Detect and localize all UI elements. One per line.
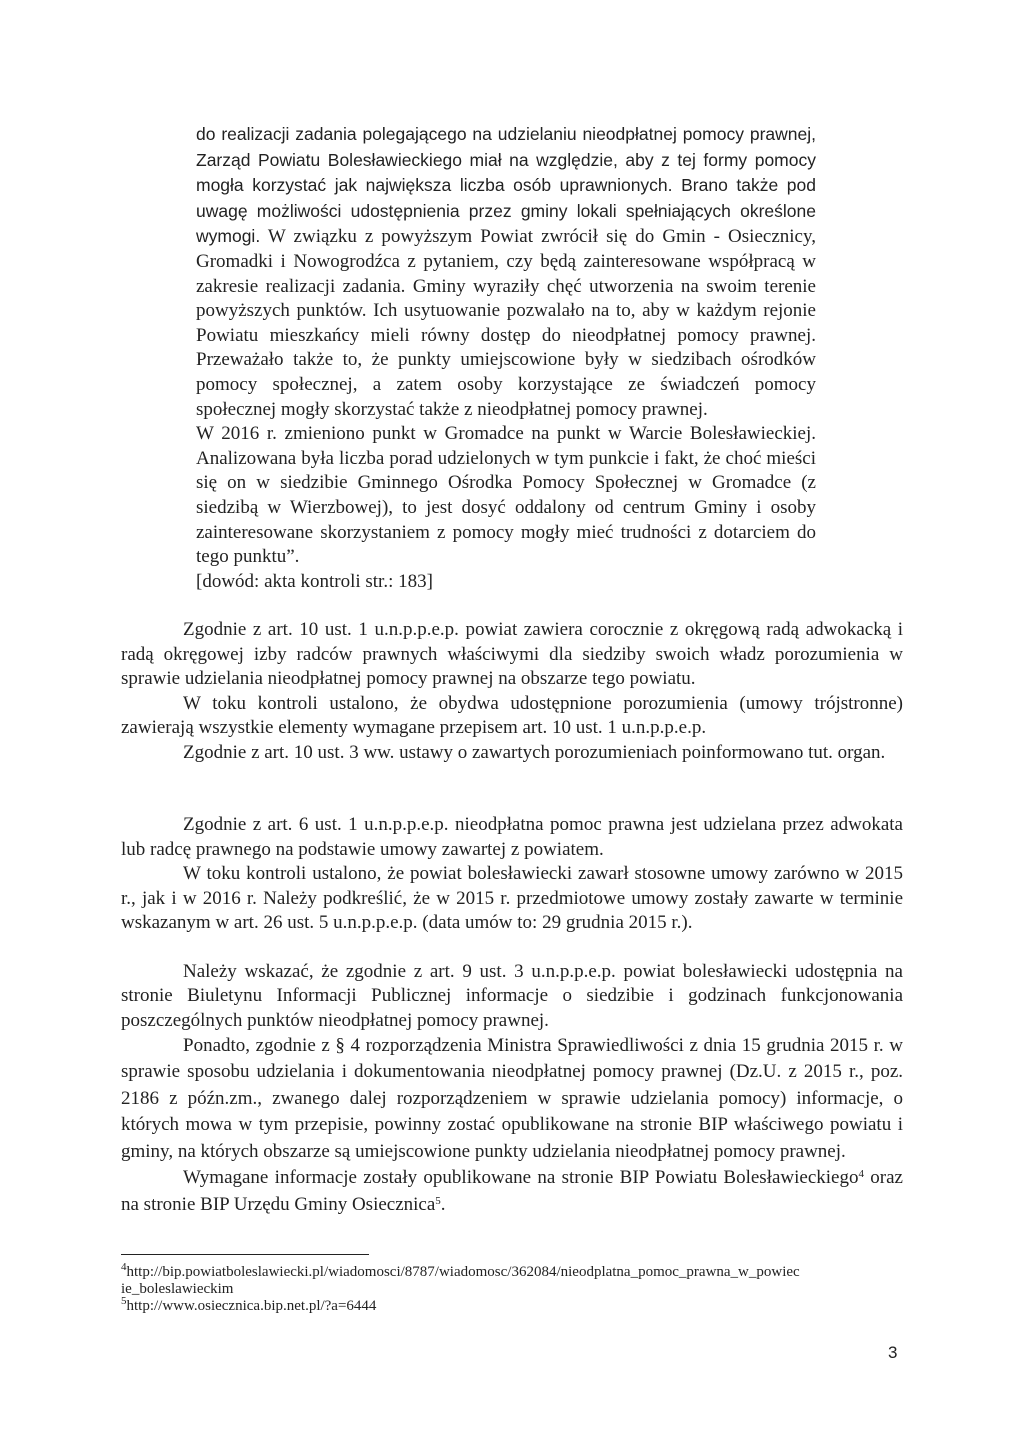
text: oraz na stronie BIP Urzędu Gminy Osiecznica [121,1167,903,1215]
footnote-number: 5 [121,1295,127,1307]
text: . [440,1193,446,1215]
quote-paragraph [196,122,816,422]
paragraph: W toku kontroli ustalono, że powiat bolesławiecki zawarł stosowne umowy zarówno w 2015 r., jak i w 2016 r. Należy podkreślić, że w 2015 r. przedmiotowe umowy zostały zawarte w terminie wskazanym w art. 26 ust. 5 u.n.p.p.e.p. (data umów to: 29 grudnia 2015 r.). [121,863,903,933]
text: Wymagane informacje zostały opublikowane na stronie BIP Powiatu Bolesławieckiego [183,1167,859,1189]
footnote-link[interactable]: http://www.osiecznica.bip.net.pl/?a=6444 [126,1298,377,1314]
footnote-link[interactable]: http://bip.powiatboleslawiecki.pl/wiadomosci/8787/wiadomosc/362084/nieodplatna_pomoc_prawna_w_powiec ie_boleslawieckim [121,1264,800,1297]
footnote [121,1295,911,1315]
quote-text-serif: W związku z powyższym Powiat zwrócił się do Gmin - Osiecznicy, Gromadki i Nowogrodźca z pytaniem, czy będą zainteresowane współpracą w zakresie realizacji zadania. Gminy wyraziły chęć utworzenia na swoim terenie powyższych punktów. Ich usytuowanie pozwalało na to, aby w każdym rejonie Powiatu mieszkańcy mieli równy dostęp do nieodpłatnej pomocy prawnej. Przeważało także to, że punkty umiejscowione były w siedzibach ośrodków pomocy społecznej, a zatem osoby korzystające ze świadczeń pomocy społecznej mogły skorzystać także z nieodpłatnej pomocy prawnej. [196,226,816,420]
paragraph: W toku kontroli ustalono, że obydwa udostępnione porozumienia (umowy trójstronne) zawierają wszystkie elementy wymagane przepisem art. 10 ust. 1 u.n.p.p.e.p. [121,692,903,738]
footnote [121,1261,911,1298]
section-contracts [121,813,903,936]
quote-text-sans: do realizacji zadania polegającego na udzielaniu nieodpłatnej pomocy prawnej, Zarząd Powiatu Bolesławieckiego miał na względzie, aby z tej formy pomocy mogła korzystać jak największa liczba osób uprawnionych. Brano także pod uwagę możliwości udostępnienia przez gminy lokali spełniających określone wymogi. [196,124,816,247]
paragraph: Ponadto, zgodnie z § 4 rozporządzenia Ministra Sprawiedliwości z dnia 15 grudnia 2015 r. w sprawie sposobu udzielania i dokumentowania nieodpłatnej pomocy prawnej (Dz.U. z 2015 r., poz. 2186 z późn.zm., zwanego dalej rozporządzeniem w sprawie udzielania pomocy) informacje, o których mowa w tym przepisie, powinny zostać opublikowane na stronie BIP właściwego powiatu i gminy, na których obszarze są umiejscowione punkty udzielania nieodpłatnej pomocy prawnej. [121,1034,903,1162]
footnote-separator [121,1254,369,1255]
page-number: 3 [888,1343,898,1362]
evidence-reference: [dowód: akta kontroli str.: 183] [196,570,433,592]
paragraph: Zgodnie z art. 10 ust. 3 ww. ustawy o zawartych porozumieniach poinformowano tut. organ. [183,741,886,763]
paragraph: Zgodnie z art. 6 ust. 1 u.n.p.p.e.p. nieodpłatna pomoc prawna jest udzielana przez adwokata lub radcę prawnego na podstawie umowy zawartej z powiatem. [121,814,903,860]
quote-paragraph-2: W 2016 r. zmieniono punkt w Gromadce na punkt w Warcie Bolesławieckiej. Analizowana była liczba porad udzielonych w tym punkcie i fakt, że choć mieści się on w siedzibie Gminnego Ośrodka Pomocy Społecznej w Gromadce (z siedzibą w Wierzbowej), to jest dosyć oddalony od centrum Gminy i osoby zainteresowane skorzystaniem z pomocy mogły mieć trudności z dotarciem do tego punktu”. [196,423,816,568]
footnote-ref: 5 [435,1194,441,1207]
section-agreements [121,618,903,765]
paragraph: Zgodnie z art. 10 ust. 1 u.n.p.p.e.p. powiat zawiera corocznie z okręgową radą adwokacką i radą okręgowej izby radców prawnych właściwymi dla siedziby swoich władz porozumienia w sprawie udzielania nieodpłatnej pomocy prawnej na obszarze tego powiatu. [121,619,903,689]
quoted-excerpt [196,122,816,594]
footnotes [121,1261,911,1315]
footnote-number: 4 [121,1261,127,1273]
section-bip [121,960,903,1218]
paragraph: Należy wskazać, że zgodnie z art. 9 ust. 3 u.n.p.p.e.p. powiat bolesławiecki udostępnia na stronie Biuletynu Informacji Publicznej informacje o siedzibie i godzinach funkcjonowania poszczególnych punktów nieodpłatnej pomocy prawnej. [121,961,903,1031]
footnote-ref: 4 [858,1168,864,1181]
paragraph-with-footnotes [121,1165,903,1218]
